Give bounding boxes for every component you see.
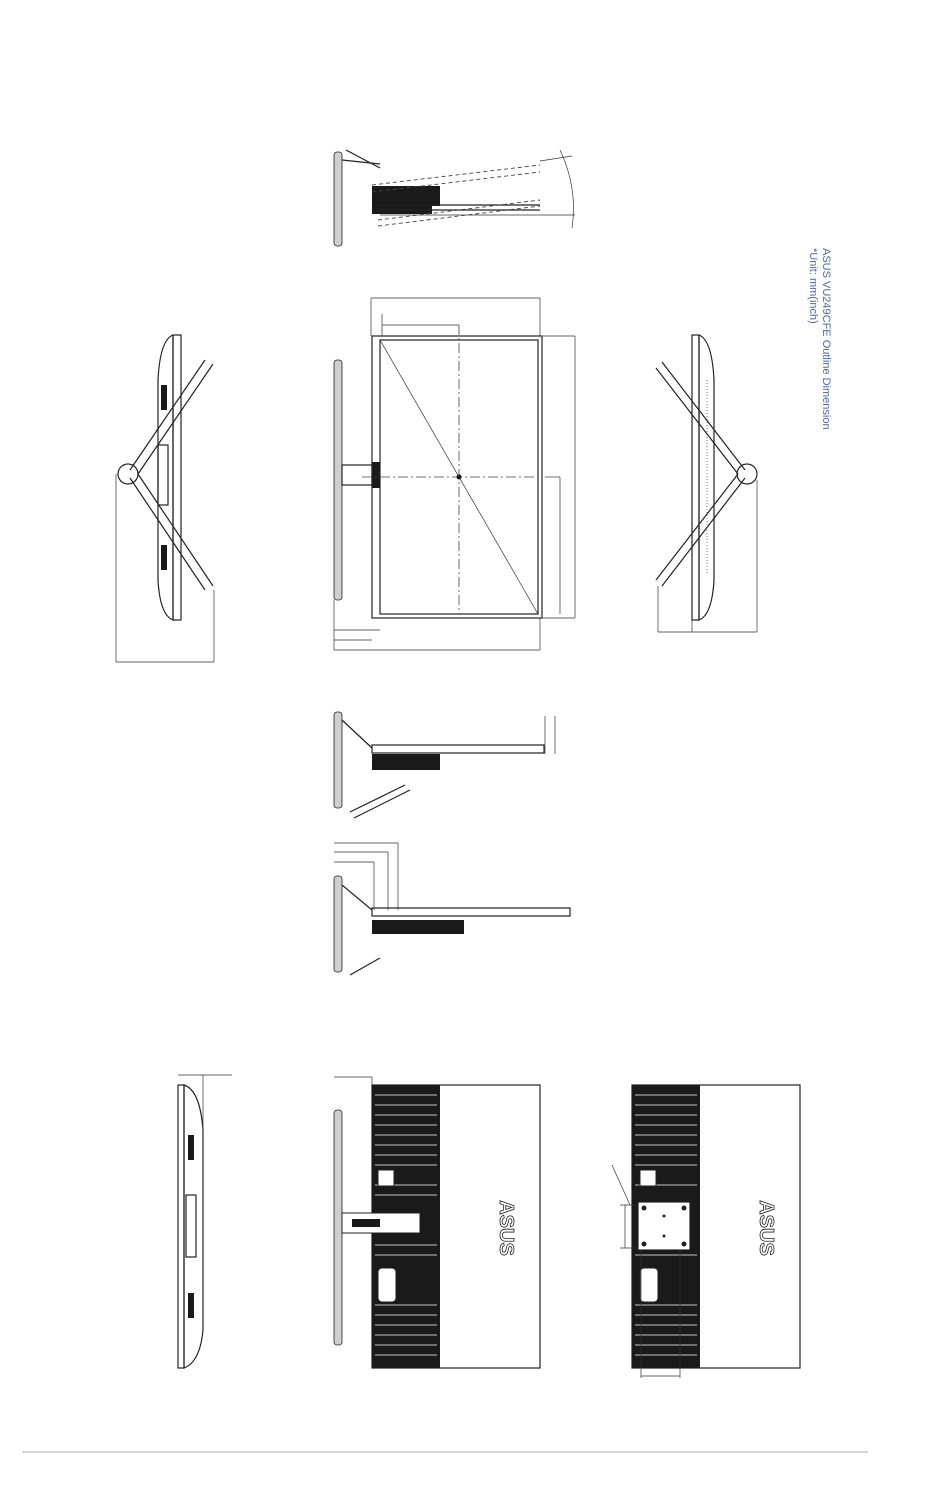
right-side-view bbox=[656, 335, 757, 632]
left-side-view bbox=[116, 335, 214, 662]
asus-logo bbox=[495, 1200, 517, 1256]
asus-logo-text-vesa: ASUS bbox=[755, 1200, 777, 1256]
footer-divider bbox=[22, 1451, 868, 1453]
caption-unit: *Unit: mm(inch) bbox=[807, 248, 819, 324]
tilt-side-view bbox=[334, 150, 575, 246]
top-view bbox=[334, 843, 570, 975]
asus-logo-text: ASUS bbox=[495, 1200, 517, 1256]
asus-logo-vesa bbox=[755, 1200, 777, 1256]
thin-side-profile bbox=[178, 1075, 232, 1368]
caption-title: ASUS VU249CFE Outline Dimension bbox=[820, 248, 832, 430]
front-view bbox=[334, 298, 575, 650]
top-view-tilted bbox=[334, 712, 555, 818]
